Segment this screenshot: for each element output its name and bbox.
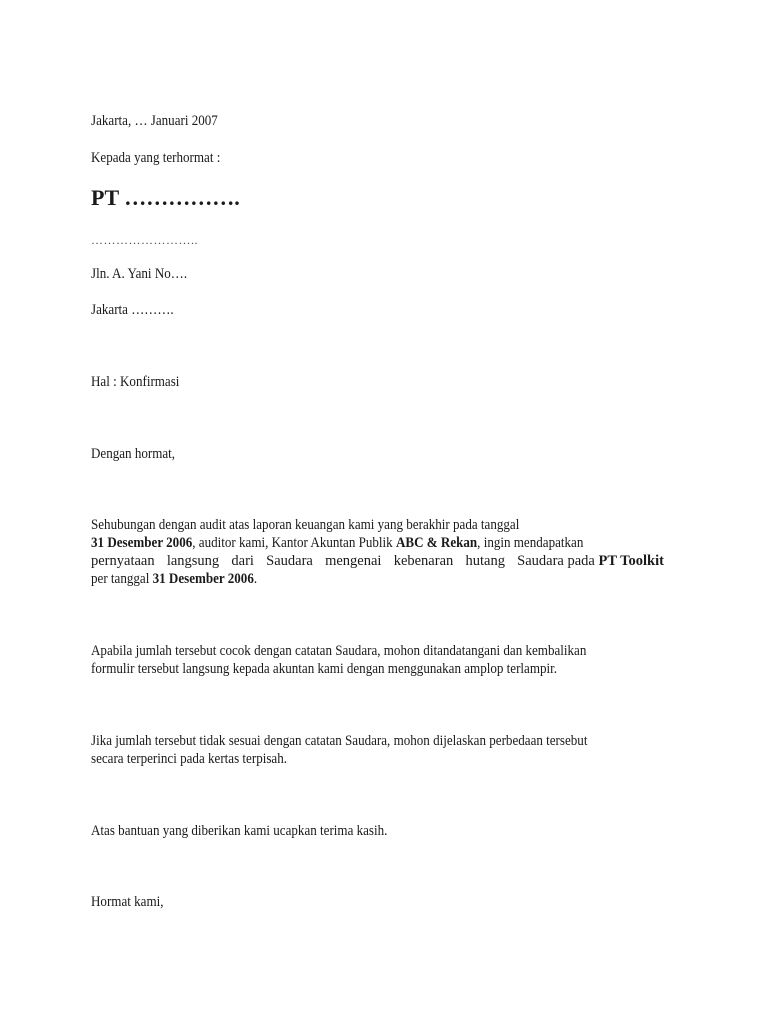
paragraph-3 [91,732,643,768]
paragraph-2 [91,642,641,678]
recipient-salutation: Kepada yang terhormat : [91,150,221,166]
letter-subject: Hal : Konfirmasi [91,374,180,390]
recipient-address-street: Jln. A. Yani No…. [91,266,188,282]
paragraph-2-line-1: Apabila jumlah tersebut cocok dengan catatan Saudara, mohon ditandatangani dan kembalikan [91,643,587,659]
paragraph-1-line-1: Sehubungan dengan audit atas laporan keuangan kami yang berakhir pada tanggal [91,517,520,533]
paragraph-1-line-2 [91,534,607,552]
line-3-word: Saudara pada [517,553,595,569]
paragraph-1-line-2-end: , ingin mendapatkan [477,535,584,551]
line-3-word: Saudara [266,553,313,569]
paragraph-1-line-2-mid: , auditor kami, Kantor Akuntan Publik [192,535,396,551]
line-3-word: mengenai [325,553,382,569]
audit-firm-bold: ABC & Rekan [395,535,478,551]
balance-date-bold: 31 Desember 2006 [152,571,254,587]
paragraph-4: Atas bantuan yang diberikan kami ucapkan terima kasih. [91,823,388,839]
recipient-company-dots: …………………….. [91,233,198,247]
letter-greeting: Dengan hormat, [91,446,176,462]
recipient-address-city: Jakarta ………. [91,302,174,318]
line-3-word: hutang [465,553,505,569]
line-3-tail [517,552,664,570]
company-toolkit-bold: PT Toolkit [598,553,664,569]
line-3-word: dari [231,553,254,569]
line-3-word: pernyataan [91,553,155,569]
paragraph-1-line-4-end: . [253,571,258,587]
paragraph-1-line-4-start: per tanggal [91,571,153,587]
paragraph-3-line-2: secara terperinci pada kertas terpisah. [91,751,288,767]
date-line: Jakarta, … Januari 2007 [91,113,218,129]
paragraph-1-line-4 [91,570,607,588]
paragraph-3-line-1: Jika jumlah tersebut tidak sesuai dengan catatan Saudara, mohon dijelaskan perbedaan tersebut [91,733,588,749]
paragraph-1 [91,516,664,588]
recipient-company-name: PT ……………. [91,185,240,210]
letter-closing: Hormat kami, [91,894,164,910]
paragraph-2-line-2: formulir tersebut langsung kepada akuntan kami dengan menggunakan amplop terlampir. [91,661,558,677]
line-3-word: kebenaran [393,553,454,569]
audit-date-bold: 31 Desember 2006 [91,535,193,551]
paragraph-1-line-3 [91,552,664,570]
line-3-word: langsung [166,553,220,569]
